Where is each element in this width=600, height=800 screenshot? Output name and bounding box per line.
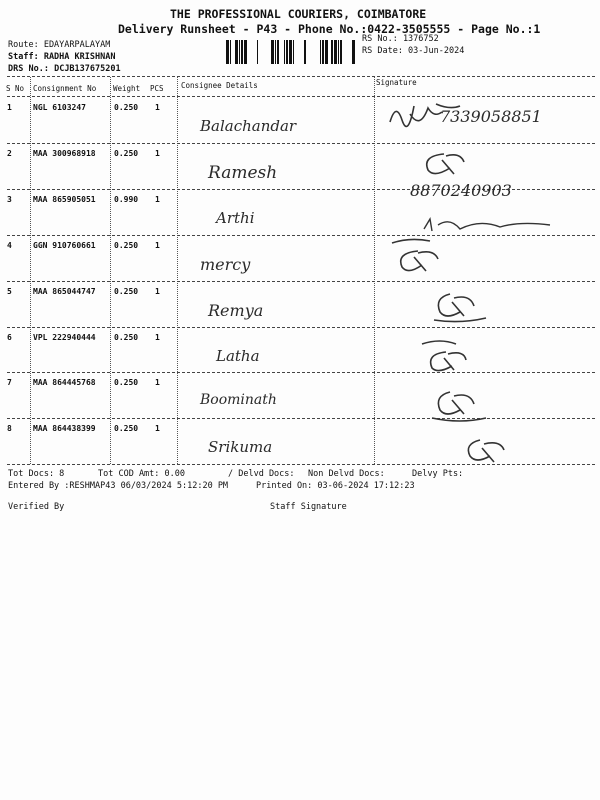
- row-consignee-handwriting: Remya: [208, 300, 264, 320]
- route-label: Route: EDAYARPALAYAM: [8, 40, 111, 50]
- company-title: THE PROFESSIONAL COURIERS, COIMBATORE: [170, 7, 427, 21]
- barcode-bar: [271, 40, 274, 64]
- row-sno: 2: [7, 148, 12, 158]
- row-pcs: 1: [155, 424, 160, 434]
- rs-date: RS Date: 03-Jun-2024: [362, 46, 465, 56]
- row-divider: [7, 418, 595, 419]
- row-pcs: 1: [155, 378, 160, 388]
- row-weight: 0.250: [114, 148, 139, 158]
- staff-signature-label: Staff Signature: [270, 502, 347, 512]
- row-consignee-handwriting: Boominath: [200, 392, 277, 409]
- row-pcs: 1: [155, 332, 160, 342]
- non-delivered-docs: Non Delvd Docs:: [308, 469, 385, 479]
- col-header-sno: S No: [6, 84, 25, 93]
- barcode-image: [226, 40, 356, 64]
- row-divider: [7, 327, 595, 328]
- signature-scribble-6: [420, 338, 480, 378]
- row-weight: 0.990: [114, 194, 139, 204]
- barcode-bar: [226, 40, 229, 64]
- row-weight: 0.250: [114, 240, 139, 250]
- tot-docs: Tot Docs: 8: [8, 469, 65, 479]
- row-sno: 5: [7, 286, 12, 296]
- row-consignee-handwriting: mercy: [200, 254, 251, 274]
- row-consignee-handwriting: Balachandar: [200, 117, 297, 135]
- barcode-bar: [230, 40, 231, 64]
- row-sno: 3: [7, 194, 12, 204]
- barcode-bar: [322, 40, 324, 64]
- barcode-bar: [289, 40, 292, 64]
- drs-number: [8, 64, 121, 74]
- barcode-bar: [284, 40, 285, 64]
- drs-value: DCJB137675201: [54, 64, 121, 74]
- row-pcs: 1: [155, 286, 160, 296]
- col-header-consignment: Consignment No: [33, 84, 97, 93]
- barcode-bar: [244, 40, 247, 64]
- drs-label: DRS No.:: [8, 64, 49, 74]
- barcode-bar: [277, 40, 279, 64]
- verified-by-label: Verified By: [8, 502, 65, 512]
- barcode-bar: [257, 40, 258, 64]
- signature-scribble-4: [390, 237, 450, 277]
- col-header-pcs: PCS: [150, 84, 164, 93]
- table-top-rule: [7, 76, 595, 77]
- barcode-bar: [338, 40, 339, 64]
- rs-number: RS No.: 1376752: [362, 34, 439, 44]
- staff-label: Staff: RADHA KRISHNAN: [8, 52, 116, 62]
- entered-by: Entered By :RESHMAP43 06/03/2024 5:12:20 PM: [8, 481, 229, 491]
- row-signature-phone: 7339058851: [440, 107, 542, 126]
- row-consignee-handwriting: Srikuma: [208, 438, 273, 457]
- row-sno: 4: [7, 240, 12, 250]
- delivered-docs: / Delvd Docs:: [228, 469, 295, 479]
- col-header-weight: Weight: [113, 84, 141, 93]
- row-consignee-handwriting: Latha: [216, 346, 260, 365]
- row-consignment-no: MAA 865044747: [33, 286, 96, 296]
- row-sno: 8: [7, 424, 12, 434]
- row-consignment-no: MAA 864438399: [33, 424, 96, 434]
- col-header-consignee: Consignee Details: [181, 81, 258, 90]
- row-weight: 0.250: [114, 332, 139, 342]
- barcode-bar: [239, 40, 240, 64]
- row-weight: 0.250: [114, 424, 139, 434]
- column-divider: [374, 77, 375, 464]
- barcode-bar: [352, 40, 355, 64]
- row-consignment-no: NGL 6103247: [33, 103, 86, 112]
- row-consignment-no: VPL 222940444: [33, 332, 96, 342]
- column-divider: [30, 77, 31, 464]
- delivery-points: Delvy Pts:: [412, 469, 464, 479]
- row-divider: [7, 372, 595, 373]
- column-divider: [110, 77, 111, 464]
- row-pcs: 1: [155, 103, 160, 112]
- barcode-bar: [286, 40, 288, 64]
- row-weight: 0.250: [114, 286, 139, 296]
- signature-scribble-2: [420, 150, 470, 180]
- row-consignee-handwriting: Ramesh: [208, 162, 278, 183]
- tot-cod-amount: Tot COD Amt: 0.00: [98, 469, 185, 479]
- row-weight: 0.250: [114, 378, 139, 388]
- row-consignee-handwriting: Arthi: [216, 208, 255, 227]
- signature-scribble-7: [430, 388, 490, 428]
- row-sno: 7: [7, 378, 12, 388]
- row-weight: 0.250: [114, 103, 139, 112]
- row-pcs: 1: [155, 240, 160, 250]
- row-sno: 1: [7, 103, 12, 112]
- row-divider: [7, 143, 595, 144]
- barcode-bar: [320, 40, 321, 64]
- signature-scribble-5: [430, 290, 490, 330]
- row-consignment-no: MAA 864445768: [33, 378, 96, 388]
- col-header-signature: Signature: [376, 78, 417, 87]
- row-consignment-no: GGN 910760661: [33, 240, 96, 250]
- barcode-bar: [334, 40, 337, 64]
- barcode-bar: [235, 40, 238, 64]
- row-signature-phone: 8870240903: [410, 180, 512, 200]
- barcode-bar: [275, 40, 276, 64]
- row-divider: [7, 281, 595, 282]
- row-pcs: 1: [155, 148, 160, 158]
- barcode-bar: [241, 40, 243, 64]
- barcode-bar: [340, 40, 342, 64]
- printed-on: Printed On: 03-06-2024 17:12:23: [256, 481, 415, 491]
- column-divider: [177, 77, 178, 464]
- runsheet-title: Delivery Runsheet - P43 - Phone No.:0422-3505555 - Page No.:1: [118, 22, 541, 36]
- signature-scribble-3: [420, 215, 560, 235]
- row-pcs: 1: [155, 194, 160, 204]
- table-bottom-rule: [7, 464, 595, 465]
- row-sno: 6: [7, 332, 12, 342]
- barcode-bar: [325, 40, 328, 64]
- barcode-bar: [331, 40, 333, 64]
- row-consignment-no: MAA 300968918: [33, 148, 96, 158]
- row-consignment-no: MAA 865905051: [33, 194, 96, 204]
- barcode-bar: [293, 40, 294, 64]
- barcode-bar: [304, 40, 306, 64]
- signature-scribble-1: [380, 100, 540, 130]
- table-header-rule: [7, 96, 595, 97]
